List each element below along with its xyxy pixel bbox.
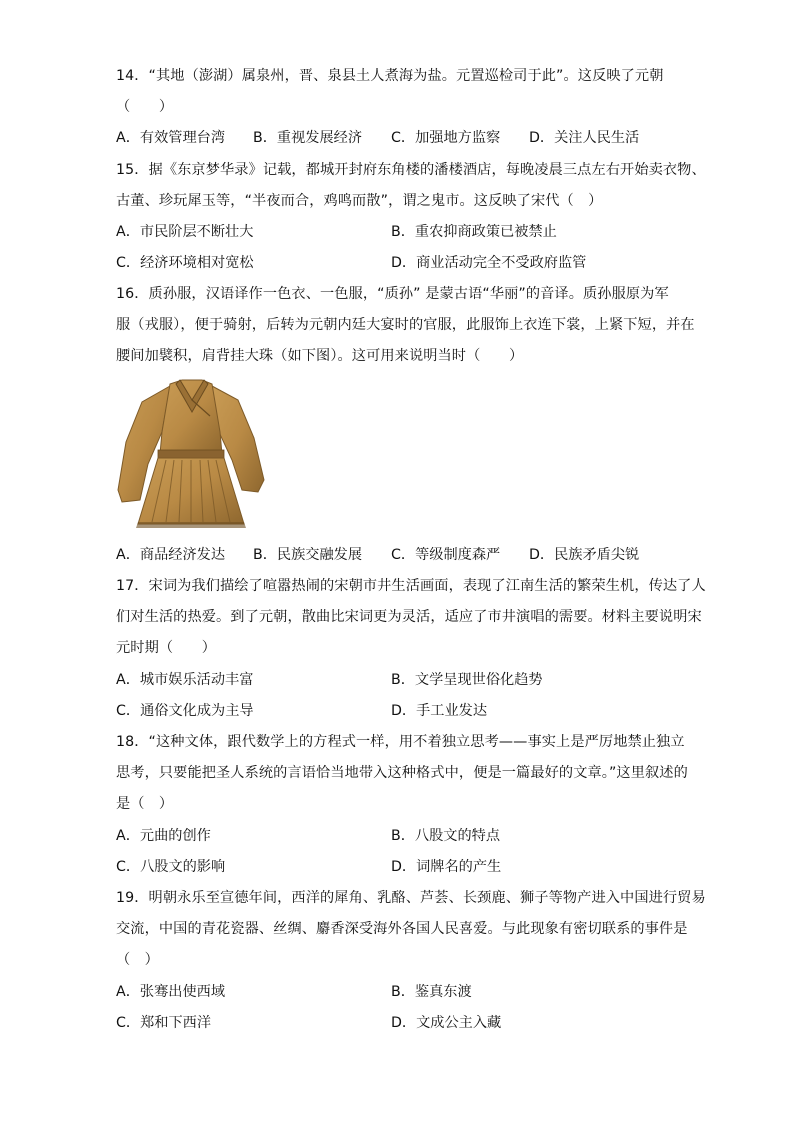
q17-stem-line-2: 们对生活的热爱。到了元朝，散曲比宋词更为灵活，适应了市井演唱的需要。材料主要说明宋	[116, 609, 702, 625]
q15-stem-line-1: 15．据《东京梦华录》记载，都城开封府东角楼的潘楼酒店，每晚凌晨三点左右开始卖衣物、	[116, 162, 706, 178]
q17-option-c[interactable]: C．通俗文化成为主导	[116, 703, 254, 719]
q17-stem-line-1: 17．宋词为我们描绘了喧嚣热闹的宋朝市井生活画面，表现了江南生活的繁荣生机，传达了人	[116, 578, 706, 594]
q18-stem-line-3: 是（ ）	[116, 796, 174, 812]
q14-option-b[interactable]: B．重视发展经济	[253, 130, 363, 146]
q15-option-c[interactable]: C．经济环境相对宽松	[116, 255, 254, 271]
q19-option-d[interactable]: D．文成公主入藏	[391, 1015, 502, 1031]
q17-option-d[interactable]: D．手工业发达	[391, 703, 488, 719]
zhisun-robe-icon	[112, 372, 272, 534]
q16-option-b[interactable]: B．民族交融发展	[253, 547, 363, 563]
q16-option-c[interactable]: C．等级制度森严	[391, 547, 501, 563]
q19-stem-line-2: 交流，中国的青花瓷器、丝绸、麝香深受海外各国人民喜爱。与此现象有密切联系的事件是	[116, 921, 688, 937]
q19-stem-line-1: 19．明朝永乐至宣德年间，西洋的犀角、乳酪、芦荟、长颈鹿、狮子等物产进入中国进行贸易	[116, 890, 706, 906]
q18-option-d[interactable]: D．词牌名的产生	[391, 859, 502, 875]
zhisun-robe-figure	[112, 372, 272, 534]
q14-option-d[interactable]: D．关注人民生活	[529, 130, 640, 146]
q18-option-b[interactable]: B．八股文的特点	[391, 828, 501, 844]
q18-stem-line-1: 18．“这种文体，跟代数学上的方程式一样，用不着独立思考——事实上是严厉地禁止独立	[116, 734, 685, 750]
q18-option-a[interactable]: A．元曲的创作	[116, 828, 211, 844]
q16-stem-line-3: 腰间加襞积，肩背挂大珠（如下图）。这可用来说明当时（ ）	[116, 348, 524, 364]
q15-option-b[interactable]: B．重农抑商政策已被禁止	[391, 224, 557, 240]
q17-stem-line-3: 元时期（ ）	[116, 640, 217, 656]
q15-option-a[interactable]: A．市民阶层不断壮大	[116, 224, 254, 240]
q14-stem-line-2: （ ）	[116, 99, 174, 115]
q19-stem-line-3: （ ）	[116, 952, 159, 968]
q18-option-c[interactable]: C．八股文的影响	[116, 859, 226, 875]
q17-option-b[interactable]: B．文学呈现世俗化趋势	[391, 672, 543, 688]
q16-stem-line-1: 16．质孙服，汉语译作一色衣、一色服，“质孙” 是蒙古语“华丽”的音译。质孙服原为军	[116, 286, 669, 302]
q19-option-c[interactable]: C．郑和下西洋	[116, 1015, 212, 1031]
q17-option-a[interactable]: A．城市娱乐活动丰富	[116, 672, 254, 688]
q15-stem-line-2: 古董、珍玩犀玉等，“半夜而合，鸡鸣而散”，谓之鬼市。这反映了宋代（ ）	[116, 193, 603, 209]
q16-stem-line-2: 服（戎服），便于骑射，后转为元朝内廷大宴时的官服，此服饰上衣连下裳，上紧下短，并在	[116, 317, 695, 333]
q14-stem-line-1: 14．“其地（澎湖）属泉州，晋、泉县土人煮海为盐。元置巡检司于此”。这反映了元朝	[116, 68, 664, 84]
q19-option-a[interactable]: A．张骞出使西域	[116, 984, 226, 1000]
q14-option-a[interactable]: A．有效管理台湾	[116, 130, 226, 146]
q14-option-c[interactable]: C．加强地方监察	[391, 130, 501, 146]
q16-option-a[interactable]: A．商品经济发达	[116, 547, 226, 563]
q18-stem-line-2: 思考，只要能把圣人系统的言语恰当地带入这种格式中，便是一篇最好的文章。”这里叙述的	[116, 765, 688, 781]
q19-option-b[interactable]: B．鉴真东渡	[391, 984, 472, 1000]
q16-option-d[interactable]: D．民族矛盾尖锐	[529, 547, 640, 563]
q15-option-d[interactable]: D．商业活动完全不受政府监管	[391, 255, 587, 271]
